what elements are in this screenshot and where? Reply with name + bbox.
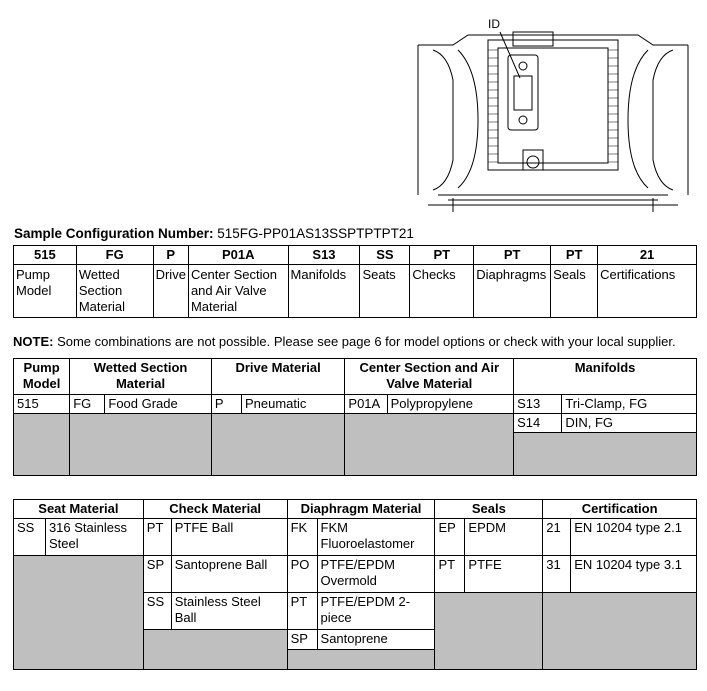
manifold-name: Tri-Clamp, FG — [562, 395, 697, 414]
diaphragm-name: PTFE/EPDM 2-piece — [317, 593, 435, 630]
drive-name: Pneumatic — [241, 395, 344, 414]
center-code: P01A — [345, 395, 387, 414]
config-code: FG — [76, 246, 153, 265]
config-title-label: Sample Configuration Number: — [14, 226, 214, 241]
config-code: 21 — [598, 246, 697, 265]
manifold-name: DIN, FG — [562, 414, 697, 433]
wetted-name: Food Grade — [105, 395, 211, 414]
drive-code: P — [211, 395, 241, 414]
check-code: SS — [143, 593, 171, 630]
config-code: PT — [474, 246, 551, 265]
empty-cell — [543, 593, 697, 670]
diaphragm-name: PTFE/EPDM Overmold — [317, 556, 435, 593]
config-code: PT — [410, 246, 474, 265]
diaphragm-name: FKM Fluoroelastomer — [317, 519, 435, 556]
check-name: PTFE Ball — [171, 519, 287, 556]
config-name: Manifolds — [288, 265, 360, 318]
empty-cell — [14, 556, 144, 670]
header-wetted-section: Wetted Section Material — [70, 359, 212, 395]
config-name: Diaphragms — [474, 265, 551, 318]
config-code: PT — [551, 246, 598, 265]
wetted-code: FG — [70, 395, 105, 414]
configuration-title — [14, 226, 414, 241]
config-name: Pump Model — [14, 265, 77, 318]
diaphragm-code: PT — [287, 593, 317, 630]
check-name: Stainless Steel Ball — [171, 593, 287, 630]
header-manifolds: Manifolds — [514, 359, 697, 395]
config-name: Certifications — [598, 265, 697, 318]
pump-model-value: 515 — [14, 395, 70, 414]
header-drive-material: Drive Material — [211, 359, 345, 395]
seal-code: EP — [435, 519, 465, 556]
cert-name: EN 10204 type 2.1 — [571, 519, 697, 556]
note-text: Some combinations are not possible. Please see page 6 for model options or check with your local supplier. — [53, 334, 676, 349]
config-code-row — [14, 246, 697, 265]
center-name: Polypropylene — [387, 395, 514, 414]
seal-code: PT — [435, 556, 465, 593]
config-code: SS — [360, 246, 410, 265]
check-code: PT — [143, 519, 171, 556]
config-code: 515 — [14, 246, 77, 265]
cert-code: 31 — [543, 556, 571, 593]
config-name: Seals — [551, 265, 598, 318]
header-certification: Certification — [543, 500, 697, 519]
config-number: 515FG-PP01AS13SSPTPTPT21 — [217, 226, 414, 241]
header-seals: Seals — [435, 500, 543, 519]
cert-name: EN 10204 type 3.1 — [571, 556, 697, 593]
empty-cell — [435, 593, 543, 670]
header-center-section: Center Section and Air Valve Material — [345, 359, 514, 395]
config-code: S13 — [288, 246, 360, 265]
header-seat-material: Seat Material — [14, 500, 144, 519]
config-name: Checks — [410, 265, 474, 318]
check-code: SP — [143, 556, 171, 593]
config-name: Seats — [360, 265, 410, 318]
options-table-1 — [13, 358, 697, 476]
empty-cell — [211, 414, 345, 476]
config-name: Drive — [153, 265, 188, 318]
config-name-row — [14, 265, 697, 318]
header-check-material: Check Material — [143, 500, 287, 519]
config-code: P — [153, 246, 188, 265]
empty-cell — [287, 650, 435, 670]
diaphragm-code: PO — [287, 556, 317, 593]
diaphragm-name: Santoprene — [317, 630, 435, 650]
note-label: NOTE: — [13, 334, 54, 349]
empty-cell — [514, 433, 697, 476]
empty-cell — [345, 414, 514, 476]
seal-name: PTFE — [465, 556, 543, 593]
config-name: Center Section and Air Valve Material — [188, 265, 288, 318]
empty-cell — [143, 630, 287, 670]
config-code: P01A — [188, 246, 288, 265]
check-name: Santoprene Ball — [171, 556, 287, 593]
seat-name: 316 Stainless Steel — [45, 519, 143, 556]
cert-code: 21 — [543, 519, 571, 556]
manifold-code: S13 — [514, 395, 562, 414]
manifold-code: S14 — [514, 414, 562, 433]
header-pump-model: Pump Model — [14, 359, 70, 395]
diaphragm-code: SP — [287, 630, 317, 650]
empty-cell — [70, 414, 212, 476]
options-table-2 — [13, 499, 697, 670]
configuration-code-table — [13, 245, 697, 318]
pump-id-figure — [408, 10, 698, 215]
note — [13, 334, 676, 349]
figure-callout-label: ID — [488, 17, 500, 31]
seal-name: EPDM — [465, 519, 543, 556]
empty-cell — [14, 414, 70, 476]
diaphragm-code: FK — [287, 519, 317, 556]
config-name: Wetted Section Material — [76, 265, 153, 318]
header-diaphragm-material: Diaphragm Material — [287, 500, 435, 519]
seat-code: SS — [14, 519, 46, 556]
